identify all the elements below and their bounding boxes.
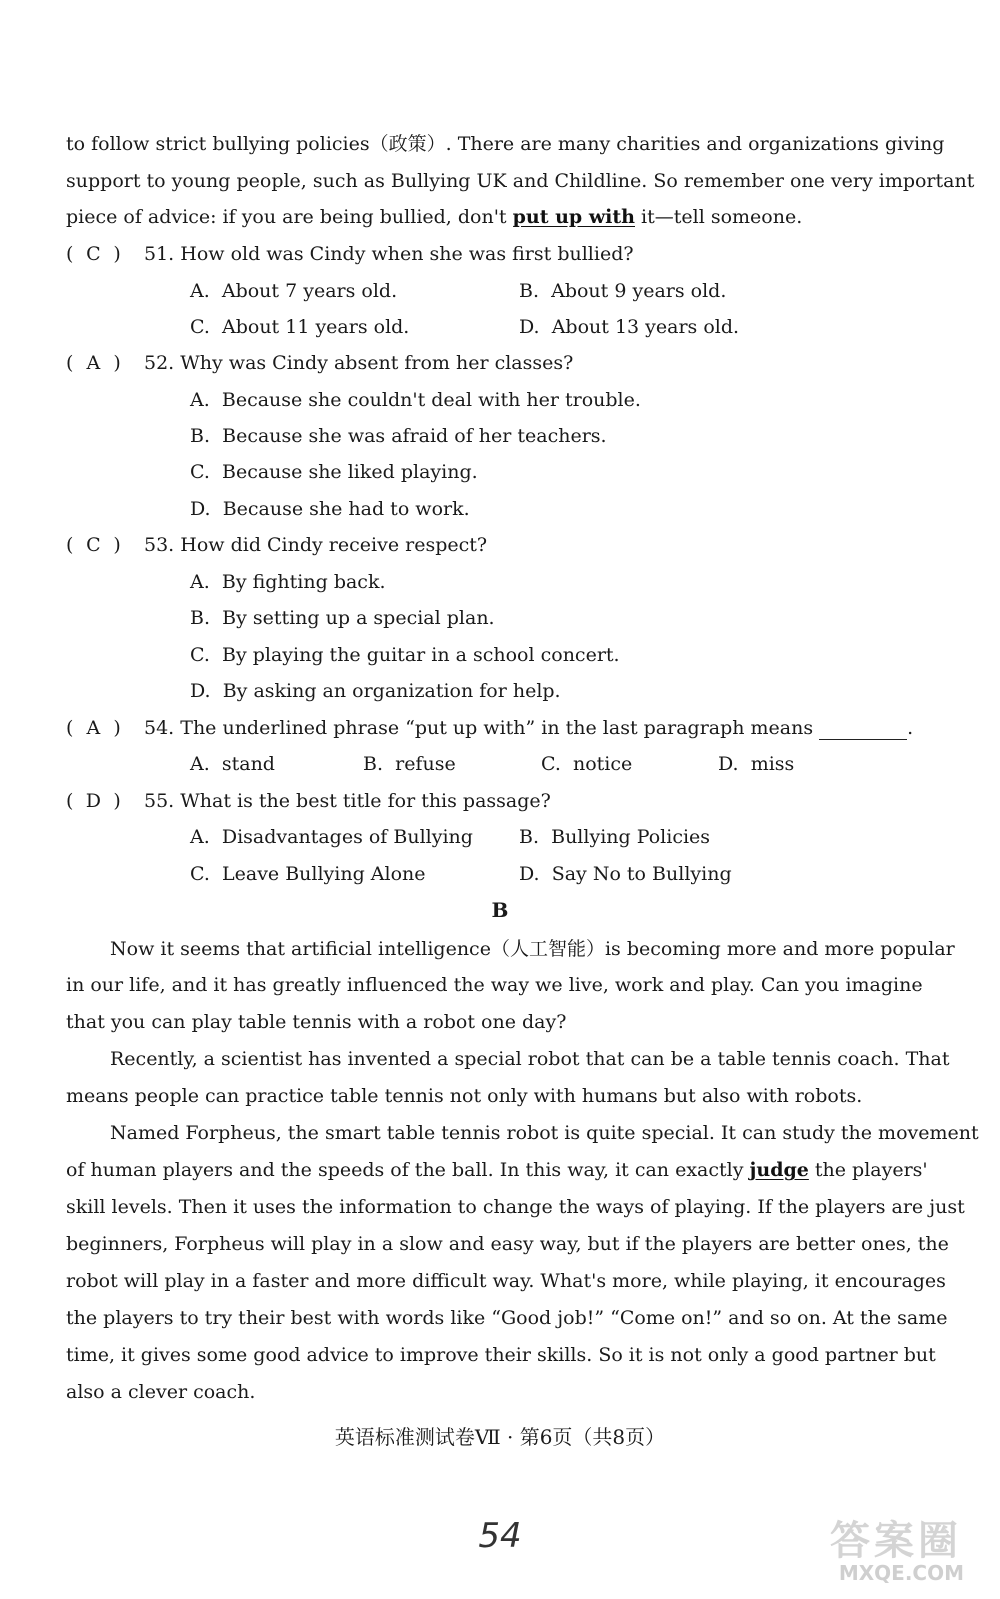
option-letter: C. — [541, 753, 561, 775]
option-letter: B. — [519, 280, 540, 302]
watermark-logo: 答案圈 — [830, 1518, 962, 1564]
option-55-b — [519, 825, 710, 849]
passage-b-p1-line-2: in our life, and it has greatly influenced the way we live, work and play. Can you imagine — [66, 974, 923, 996]
option-51-c — [190, 315, 409, 339]
option-51-a — [190, 279, 397, 303]
option-text: stand — [221, 753, 275, 775]
option-55-c — [190, 862, 426, 886]
passage-a-line-1: to follow strict bullying policies（政策）. There are many charities and organizations giving — [66, 133, 945, 155]
option-text: Because she was afraid of her teachers. — [222, 425, 607, 447]
option-letter: D. — [519, 863, 540, 885]
option-53-d — [190, 679, 561, 703]
option-letter: A. — [190, 753, 210, 775]
answer-51: C — [86, 243, 101, 265]
answer-52: A — [86, 352, 101, 374]
option-letter: A. — [190, 280, 210, 302]
option-text: About 7 years old. — [221, 280, 398, 302]
passage-a-line-3-start: piece of advice: if you are being bullied, don't — [66, 206, 513, 228]
option-text: Leave Bullying Alone — [222, 863, 426, 885]
passage-b-p2-line-1: Recently, a scientist has invented a special robot that can be a table tennis coach. That — [110, 1048, 950, 1070]
option-53-c — [190, 643, 620, 667]
stem-period: . — [907, 717, 914, 739]
question-number-55: 55. — [144, 790, 175, 812]
option-letter: B. — [363, 753, 384, 775]
option-letter: D. — [190, 498, 211, 520]
option-letter: C. — [190, 316, 210, 338]
question-number-51: 51. — [144, 243, 175, 265]
option-text: By setting up a special plan. — [222, 607, 495, 629]
passage-b-p1-line-1: Now it seems that artificial intelligence（人工智能）is becoming more and more popular — [110, 938, 955, 960]
option-53-b — [190, 606, 495, 630]
question-stem-55: What is the best title for this passage? — [180, 790, 551, 812]
section-heading-b: B — [491, 898, 509, 922]
option-text: Say No to Bullying — [551, 863, 732, 885]
option-53-a — [190, 570, 386, 594]
option-55-a — [190, 825, 473, 849]
option-letter: C. — [190, 461, 210, 483]
question-number-52: 52. — [144, 352, 175, 374]
passage-b-p3-line-5: robot will play in a faster and more difficult way. What's more, while playing, it encourages — [66, 1270, 946, 1292]
option-text: Because she had to work. — [222, 498, 470, 520]
option-letter: B. — [190, 607, 211, 629]
option-text: Bullying Policies — [551, 826, 711, 848]
watermark — [800, 1509, 970, 1589]
option-letter: C. — [190, 644, 210, 666]
question-stem-54: The underlined phrase “put up with” in the last paragraph means — [180, 717, 814, 739]
option-text: notice — [573, 753, 633, 775]
option-54-a — [190, 752, 275, 776]
question-55: ( D ) 55. What is the best title for this passage? — [66, 790, 551, 812]
question-stem-53: How did Cindy receive respect? — [180, 534, 488, 556]
option-text: Because she liked playing. — [222, 461, 478, 483]
question-52: ( A ) 52. Why was Cindy absent from her classes? — [66, 352, 574, 374]
option-letter: A. — [190, 389, 210, 411]
passage-b-p3-line-7: time, it gives some good advice to improve their skills. So it is not only a good partner but — [66, 1344, 936, 1366]
option-text: By asking an organization for help. — [222, 680, 561, 702]
page-footer: 英语标准测试卷Ⅶ · 第6页（共8页） — [334, 1425, 666, 1449]
option-52-a — [190, 388, 641, 412]
question-stem-51: How old was Cindy when she was first bullied? — [180, 243, 634, 265]
option-letter: A. — [190, 571, 210, 593]
option-52-c — [190, 460, 478, 484]
passage-b-p3-line-1: Named Forpheus, the smart table tennis robot is quite special. It can study the movement — [110, 1122, 979, 1144]
watermark-site: MXQE.COM — [838, 1561, 964, 1585]
passage-b-p3-line-8: also a clever coach. — [66, 1381, 256, 1403]
question-53: ( C ) 53. How did Cindy receive respect? — [66, 534, 488, 556]
option-text: miss — [750, 753, 795, 775]
option-54-c — [541, 752, 632, 776]
passage-a-line-2: support to young people, such as Bullying UK and Childline. So remember one very important — [66, 170, 975, 192]
passage-b-p3-line-3: skill levels. Then it uses the information to change the ways of playing. If the players are just — [66, 1196, 965, 1218]
passage-b-p2-line-2: means people can practice table tennis not only with humans but also with robots. — [66, 1085, 863, 1107]
answer-53: C — [86, 534, 101, 556]
option-letter: D. — [718, 753, 739, 775]
handwritten-page-number: 54 — [478, 1516, 522, 1556]
answer-55: D — [85, 790, 102, 812]
passage-b-p3-line-6: the players to try their best with words like “Good job!” “Come on!” and so on. At the same — [66, 1307, 948, 1329]
p3-line-2-start: of human players and the speeds of the ball. In this way, it can exactly — [66, 1159, 750, 1181]
question-stem-52: Why was Cindy absent from her classes? — [180, 352, 574, 374]
option-text: By playing the guitar in a school concert. — [222, 644, 620, 666]
option-letter: B. — [190, 425, 211, 447]
option-letter: A. — [190, 826, 210, 848]
option-letter: C. — [190, 863, 210, 885]
option-54-d — [718, 752, 794, 776]
option-54-b — [363, 752, 456, 776]
p3-line-2-end: the players' — [808, 1159, 928, 1181]
option-letter: D. — [190, 680, 211, 702]
bold-word-judge: judge — [749, 1159, 809, 1181]
option-51-b — [519, 279, 726, 303]
option-text: Disadvantages of Bullying — [221, 826, 473, 848]
passage-b-p1-line-3: that you can play table tennis with a robot one day? — [66, 1011, 567, 1033]
option-letter: B. — [519, 826, 540, 848]
option-52-d — [190, 497, 470, 521]
question-54: ( A ) 54. The underlined phrase “put up with” in the last paragraph means . — [66, 717, 914, 739]
option-text: Because she couldn't deal with her trouble. — [221, 389, 641, 411]
option-55-d — [519, 862, 732, 886]
option-51-d — [519, 315, 739, 339]
question-51: ( C ) 51. How old was Cindy when she was first bullied? — [66, 243, 634, 265]
option-text: About 13 years old. — [551, 316, 740, 338]
option-text: About 9 years old. — [551, 280, 727, 302]
passage-a-line-3 — [66, 205, 912, 229]
option-letter: D. — [519, 316, 540, 338]
passage-b-p3-line-4: beginners, Forpheus will play in a slow and easy way, but if the players are better ones, the — [66, 1233, 949, 1255]
answer-blank — [819, 721, 907, 740]
passage-a-line-3-end: it—tell someone. — [635, 206, 803, 228]
option-52-b — [190, 424, 607, 448]
option-text: About 11 years old. — [222, 316, 410, 338]
passage-b-p3-line-2 — [66, 1158, 928, 1182]
answer-54: A — [86, 717, 101, 739]
question-number-54: 54. — [144, 717, 175, 739]
bold-phrase-put-up-with: put up with — [512, 206, 635, 228]
option-text: By fighting back. — [221, 571, 386, 593]
question-number-53: 53. — [144, 534, 175, 556]
option-text: refuse — [395, 753, 456, 775]
